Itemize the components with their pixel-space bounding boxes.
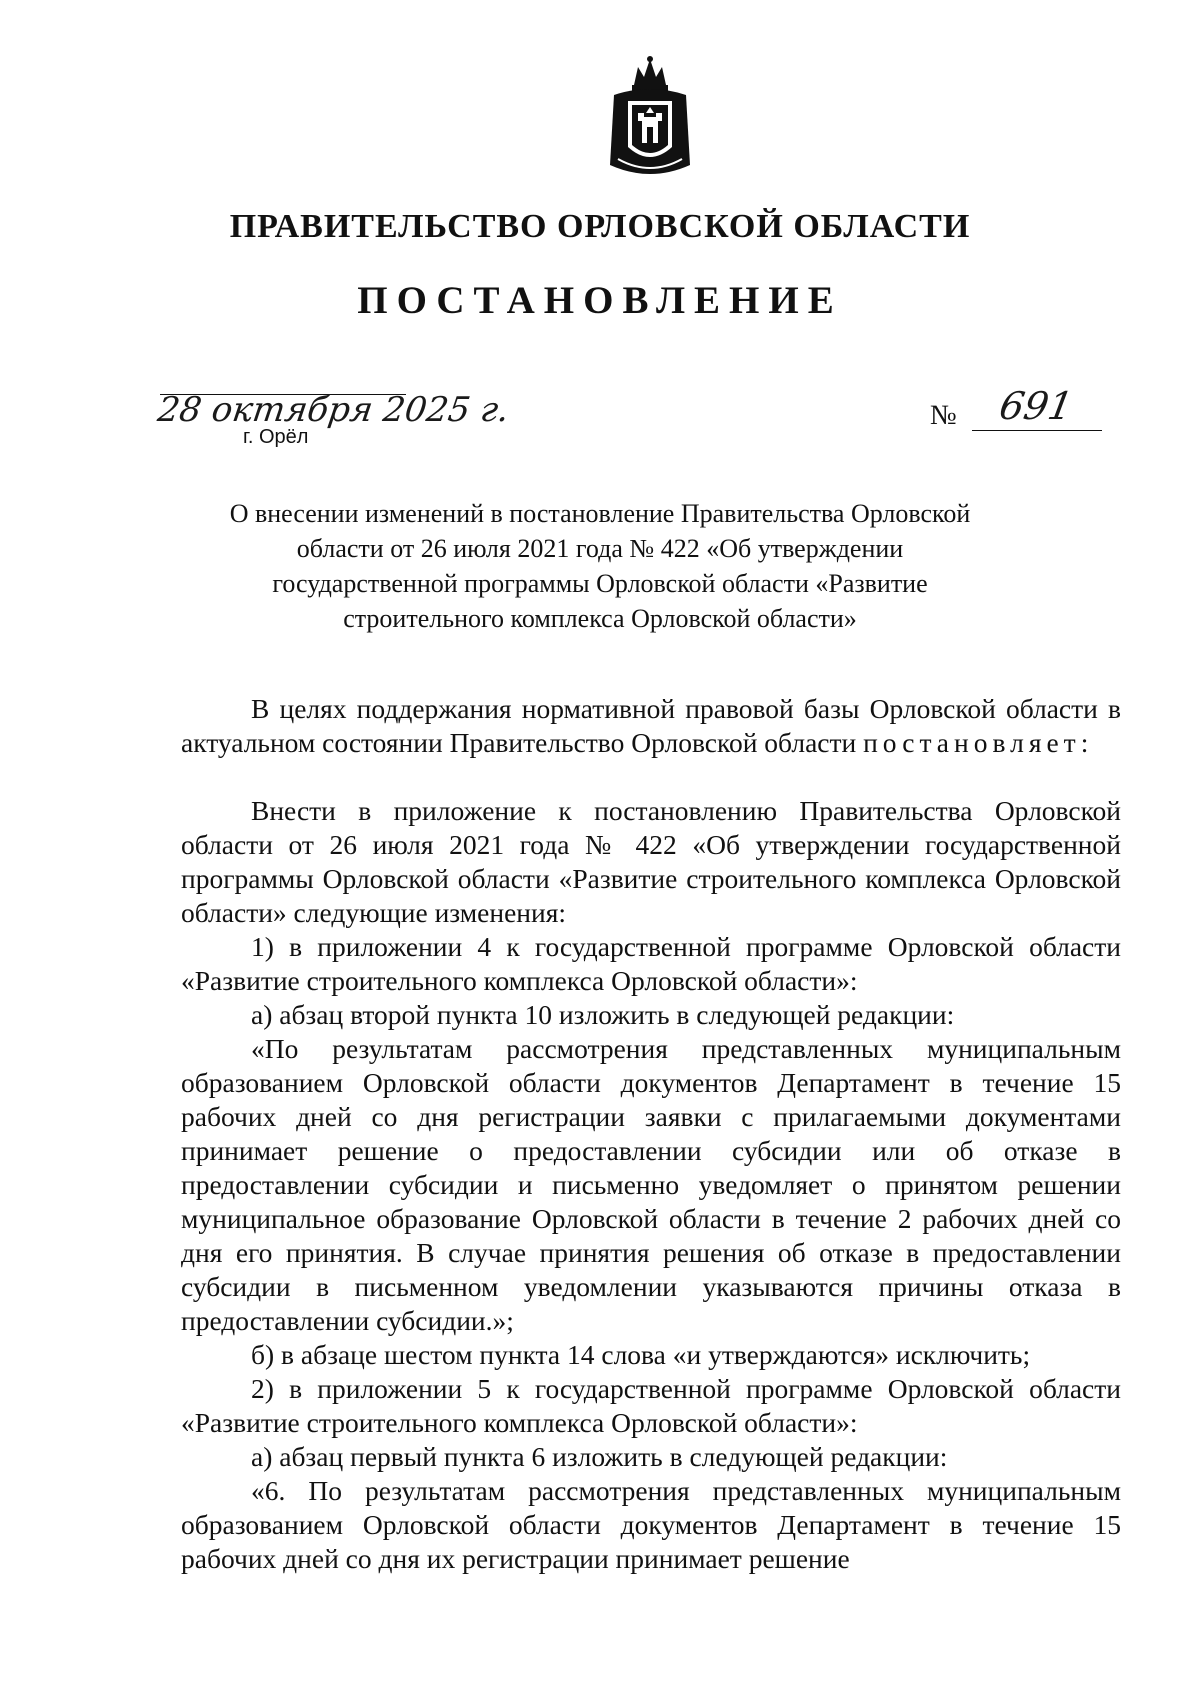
preamble-paragraph (181, 692, 1121, 760)
body-paragraph: а) абзац первый пункта 6 изложить в следующей редакции: (251, 1441, 948, 1472)
decree-word: постановляет: (863, 727, 1094, 758)
body-paragraph: «6. По результатам рассмотрения представленных муниципальным образованием Орловской области документов Департамент в течение 15 рабочих дней со дня их регистрации принимает решение (181, 1475, 1121, 1574)
body-paragraph: а) абзац второй пункта 10 изложить в следующей редакции: (251, 999, 955, 1030)
handwritten-date: 28 октября 2025 г. (155, 390, 512, 430)
number-underline (972, 430, 1102, 431)
coat-of-arms-icon (604, 55, 696, 185)
body-paragraph: 1) в приложении 4 к государственной программе Орловской области «Развитие строительного комплекса Орловской области»: (181, 931, 1121, 996)
city-label: г. Орёл (243, 426, 309, 448)
document-subject: О внесении изменений в постановление Правительства Орловской области от 26 июля 2021 года № 422 «Об утверждении государственной программы Орловской области «Развитие строительного комплекса Орловской области» (229, 499, 971, 633)
number-label: № (930, 400, 957, 431)
handwritten-number: 691 (996, 384, 1077, 428)
document-body (181, 692, 1121, 1576)
body-paragraph: б) в абзаце шестом пункта 14 слова «и утверждаются» исключить; (251, 1339, 1031, 1370)
body-paragraph: «По результатам рассмотрения представленных муниципальным образованием Орловской области документов Департамент в течение 15 рабочих дней со дня регистрации заявки с прилагаемыми документами принимает решение о предоставлении субсидии или об отказе в предоставлении субсидии и письменно уведомляет о принятом решении муниципальное образование Орловской области в течение 2 рабочих дней со дня его принятия. В случае принятия решения об отказе в предоставлении субсидии в письменном уведомлении указываются причины отказа в предоставлении субсидии.»; (181, 1033, 1121, 1336)
spacer (181, 760, 1121, 794)
document-type-title: ПОСТАНОВЛЕНИЕ (357, 279, 843, 322)
body-paragraph: 2) в приложении 5 к государственной программе Орловской области «Развитие строительного комплекса Орловской области»: (181, 1373, 1121, 1438)
preamble-text: В целях поддержания нормативной правовой базы Орловской области в актуальном состоянии Правительство Орловской области (181, 693, 1121, 758)
organization-title: ПРАВИТЕЛЬСТВО ОРЛОВСКОЙ ОБЛАСТИ (229, 208, 971, 245)
body-paragraph: Внести в приложение к постановлению Правительства Орловской области от 26 июля 2021 года № 422 «Об утверждении государственной программы Орловской области «Развитие строительного комплекса Орловской области» следующие изменения: (181, 795, 1121, 928)
